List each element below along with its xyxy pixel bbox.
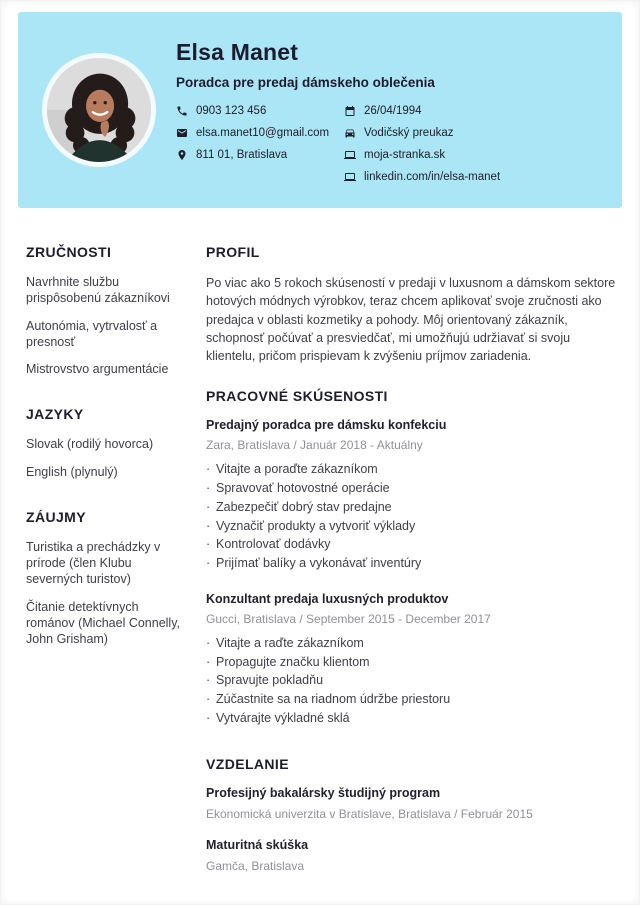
contact-column-right (344, 105, 500, 183)
education-meta: Ekonomická univerzita v Bratislave, Bratislava / Február 2015 (206, 806, 533, 821)
section-skills (26, 244, 182, 377)
contact-driving-license-text: Vodičský preukaz (364, 127, 454, 139)
job-bullet: · Kontrolovať dodávky (206, 535, 620, 554)
contact-driving-license (344, 127, 500, 139)
job-title: Konzultant predaja luxusných produktov (206, 591, 449, 606)
contact-website-text: moja-stranka.sk (364, 149, 446, 161)
job-meta: Gucci, Bratislava / September 2015 - December 2017 (206, 611, 491, 626)
skill-item: Navrhnite službu prispôsobenú zákazníkovi (26, 275, 170, 306)
job-bullet-list (206, 460, 620, 573)
contact-birthdate-text: 26/04/1994 (364, 105, 422, 117)
location-icon (176, 149, 188, 161)
contact-birthdate (344, 105, 500, 117)
job-bullet: · Prijímať balíky a vykonávať inventúry (206, 554, 620, 573)
education-entry (206, 786, 620, 821)
education-entry (206, 838, 620, 873)
language-item: English (plynulý) (26, 464, 118, 479)
job-title: Predajný poradca pre dámsku konfekciu (206, 418, 447, 433)
calendar-icon (344, 105, 356, 117)
job-bullet: · Spravovať hotovostné operácie (206, 479, 620, 498)
contact-block (176, 105, 500, 183)
contact-phone-text: 0903 123 456 (196, 105, 267, 117)
education-title: Maturitná skúška (206, 837, 309, 852)
languages-heading: JAZYKY (26, 406, 84, 423)
job-bullet-list (206, 634, 620, 728)
job-bullet: · Spravujte pokladňu (206, 671, 620, 690)
job-bullet: · Vytvárajte výkladné sklá (206, 709, 620, 728)
contact-email[interactable] (176, 127, 344, 139)
contact-address-text: 811 01, Bratislava (196, 149, 288, 161)
email-icon (176, 127, 188, 139)
avatar (42, 53, 156, 167)
phone-icon (176, 105, 188, 117)
job-bullet: · Vyznačiť produkty a vytvoriť výklady (206, 517, 620, 536)
contact-linkedin[interactable] (344, 171, 500, 183)
contact-address (176, 149, 344, 161)
header-band (18, 12, 622, 208)
section-education (206, 756, 620, 873)
job-entry (206, 592, 620, 728)
contact-column-left (176, 105, 344, 183)
avatar-illustration (47, 58, 151, 162)
skill-item: Autonómia, vytrvalosť a presnosť (26, 318, 158, 349)
contact-phone (176, 105, 344, 117)
profile-heading: PROFIL (206, 244, 260, 260)
education-meta: Gamča, Bratislava (206, 858, 305, 873)
job-bullet: · Zúčastnite sa na riadnom údržbe priestoru (206, 690, 620, 709)
laptop-icon (344, 171, 356, 183)
header-info (176, 37, 500, 183)
main-column (206, 244, 620, 890)
job-bullet: · Propagujte značku klientom (206, 653, 620, 672)
job-bullet: · Vitajte a raďte zákazníkom (206, 634, 620, 653)
sidebar-column (26, 244, 182, 890)
job-bullet: · Vitajte a poraďte zákazníkom (206, 460, 620, 479)
person-job-title: Poradca pre predaj dámskeho oblečenia (176, 75, 435, 90)
profile-text: Po viac ako 5 rokoch skúseností v predaji v luxusnom a dámskom sektore hotových módnych výrobkov, teraz chcem aplikovať svoje zručnosti ako predajca v oblasti kozmetiky a pohody. Môj orientovaný zákazník, schopnosť počúvať a presviedčať, mi umožňujú udržiavať si svoju klientelu, pričom prispievam k zvýšeniu príjmov zariadenia. (206, 276, 616, 363)
contact-linkedin-text: linkedin.com/in/elsa-manet (364, 171, 501, 183)
section-languages (26, 406, 182, 480)
body-columns (0, 208, 640, 890)
interests-heading: ZÁUJMY (26, 508, 86, 525)
car-icon (344, 127, 356, 139)
education-heading: VZDELANIE (206, 755, 289, 772)
job-meta: Zara, Bratislava / Január 2018 - Aktuálny (206, 438, 423, 453)
skill-item: Mistrovstvo argumentácie (26, 362, 169, 376)
skills-heading: ZRUČNOSTI (26, 244, 112, 260)
language-item: Slovak (rodilý hovorca) (26, 437, 154, 452)
laptop-icon (344, 149, 356, 161)
person-name: Elsa Manet (176, 39, 299, 65)
job-bullet: · Zabezpečiť dobrý stav predajne (206, 498, 620, 517)
experience-heading: PRACOVNÉ SKÚSENOSTI (206, 388, 388, 405)
education-title: Profesijný bakalársky študijný program (206, 785, 441, 800)
interest-item: Turistika a prechádzky v prírode (člen Klubu severných turistov) (26, 539, 161, 587)
section-interests (26, 509, 182, 648)
contact-website[interactable] (344, 149, 500, 161)
job-entry (206, 418, 620, 573)
section-experience (206, 388, 620, 727)
contact-email-text: elsa.manet10@gmail.com (196, 127, 330, 139)
interest-item: Čitanie detektívnych románov (Michael Connelly, John Grisham) (26, 599, 180, 646)
section-profile (206, 244, 620, 365)
